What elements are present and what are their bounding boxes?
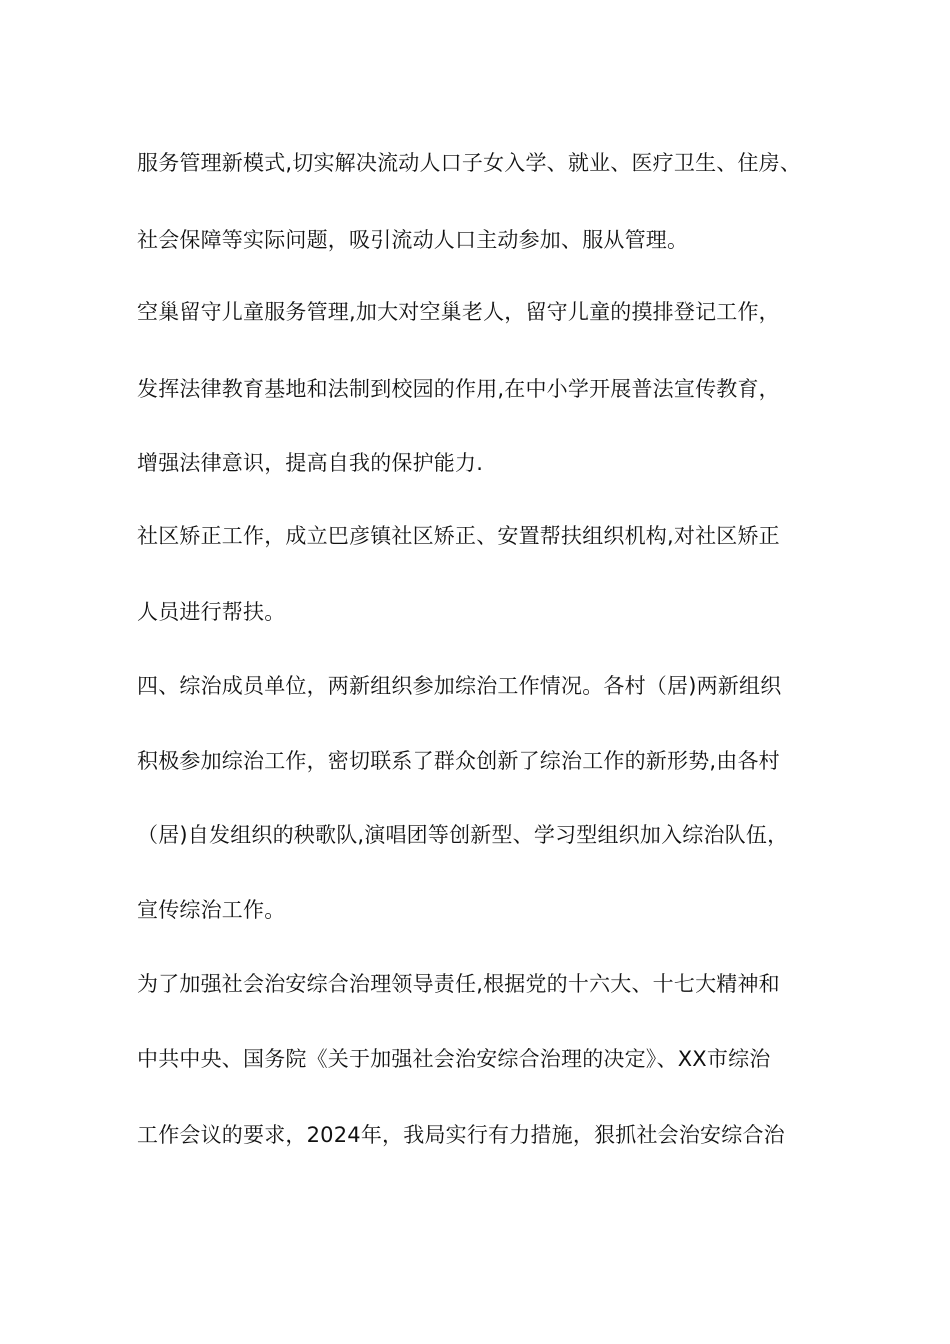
- text-line-4: 发挥法律教育基地和法制到校园的作用,在中小学开展普法宣传教育，: [137, 377, 780, 401]
- text-line-14: 工作会议的要求，2024年，我局实行有力措施，狠抓社会治安综合治: [137, 1123, 785, 1147]
- text-line-9: 积极参加综治工作，密切联系了群众创新了综治工作的新形势,由各村: [137, 749, 780, 773]
- text-line-2: 社会保障等实际问题，吸引流动人口主动参加、服从管理。: [137, 228, 689, 252]
- text-line-8: 四、综治成员单位，两新组织参加综治工作情况。各村（居)两新组织: [137, 674, 782, 698]
- text-line-7: 人员进行帮扶。: [137, 600, 286, 624]
- text-line-3: 空巢留守儿童服务管理,加大对空巢老人，留守儿童的摸排登记工作，: [137, 300, 780, 324]
- text-line-11: 宣传综治工作。: [137, 898, 286, 922]
- text-line-1: 服务管理新模式,切实解决流动人口子女入学、就业、医疗卫生、住房、: [137, 151, 802, 175]
- text-line-13: 中共中央、国务院《关于加强社会治安综合治理的决定》、XX市综治: [137, 1047, 771, 1071]
- text-line-6: 社区矫正工作，成立巴彦镇社区矫正、安置帮扶组织机构,对社区矫正: [137, 524, 780, 548]
- text-line-5: 增强法律意识，提高自我的保护能力.: [137, 451, 484, 475]
- text-line-12: 为了加强社会治安综合治理领导责任,根据党的十六大、十七大精神和: [137, 972, 780, 996]
- text-line-10: （居)自发组织的秧歌队,演唱团等创新型、学习型组织加入综治队伍，: [137, 823, 789, 847]
